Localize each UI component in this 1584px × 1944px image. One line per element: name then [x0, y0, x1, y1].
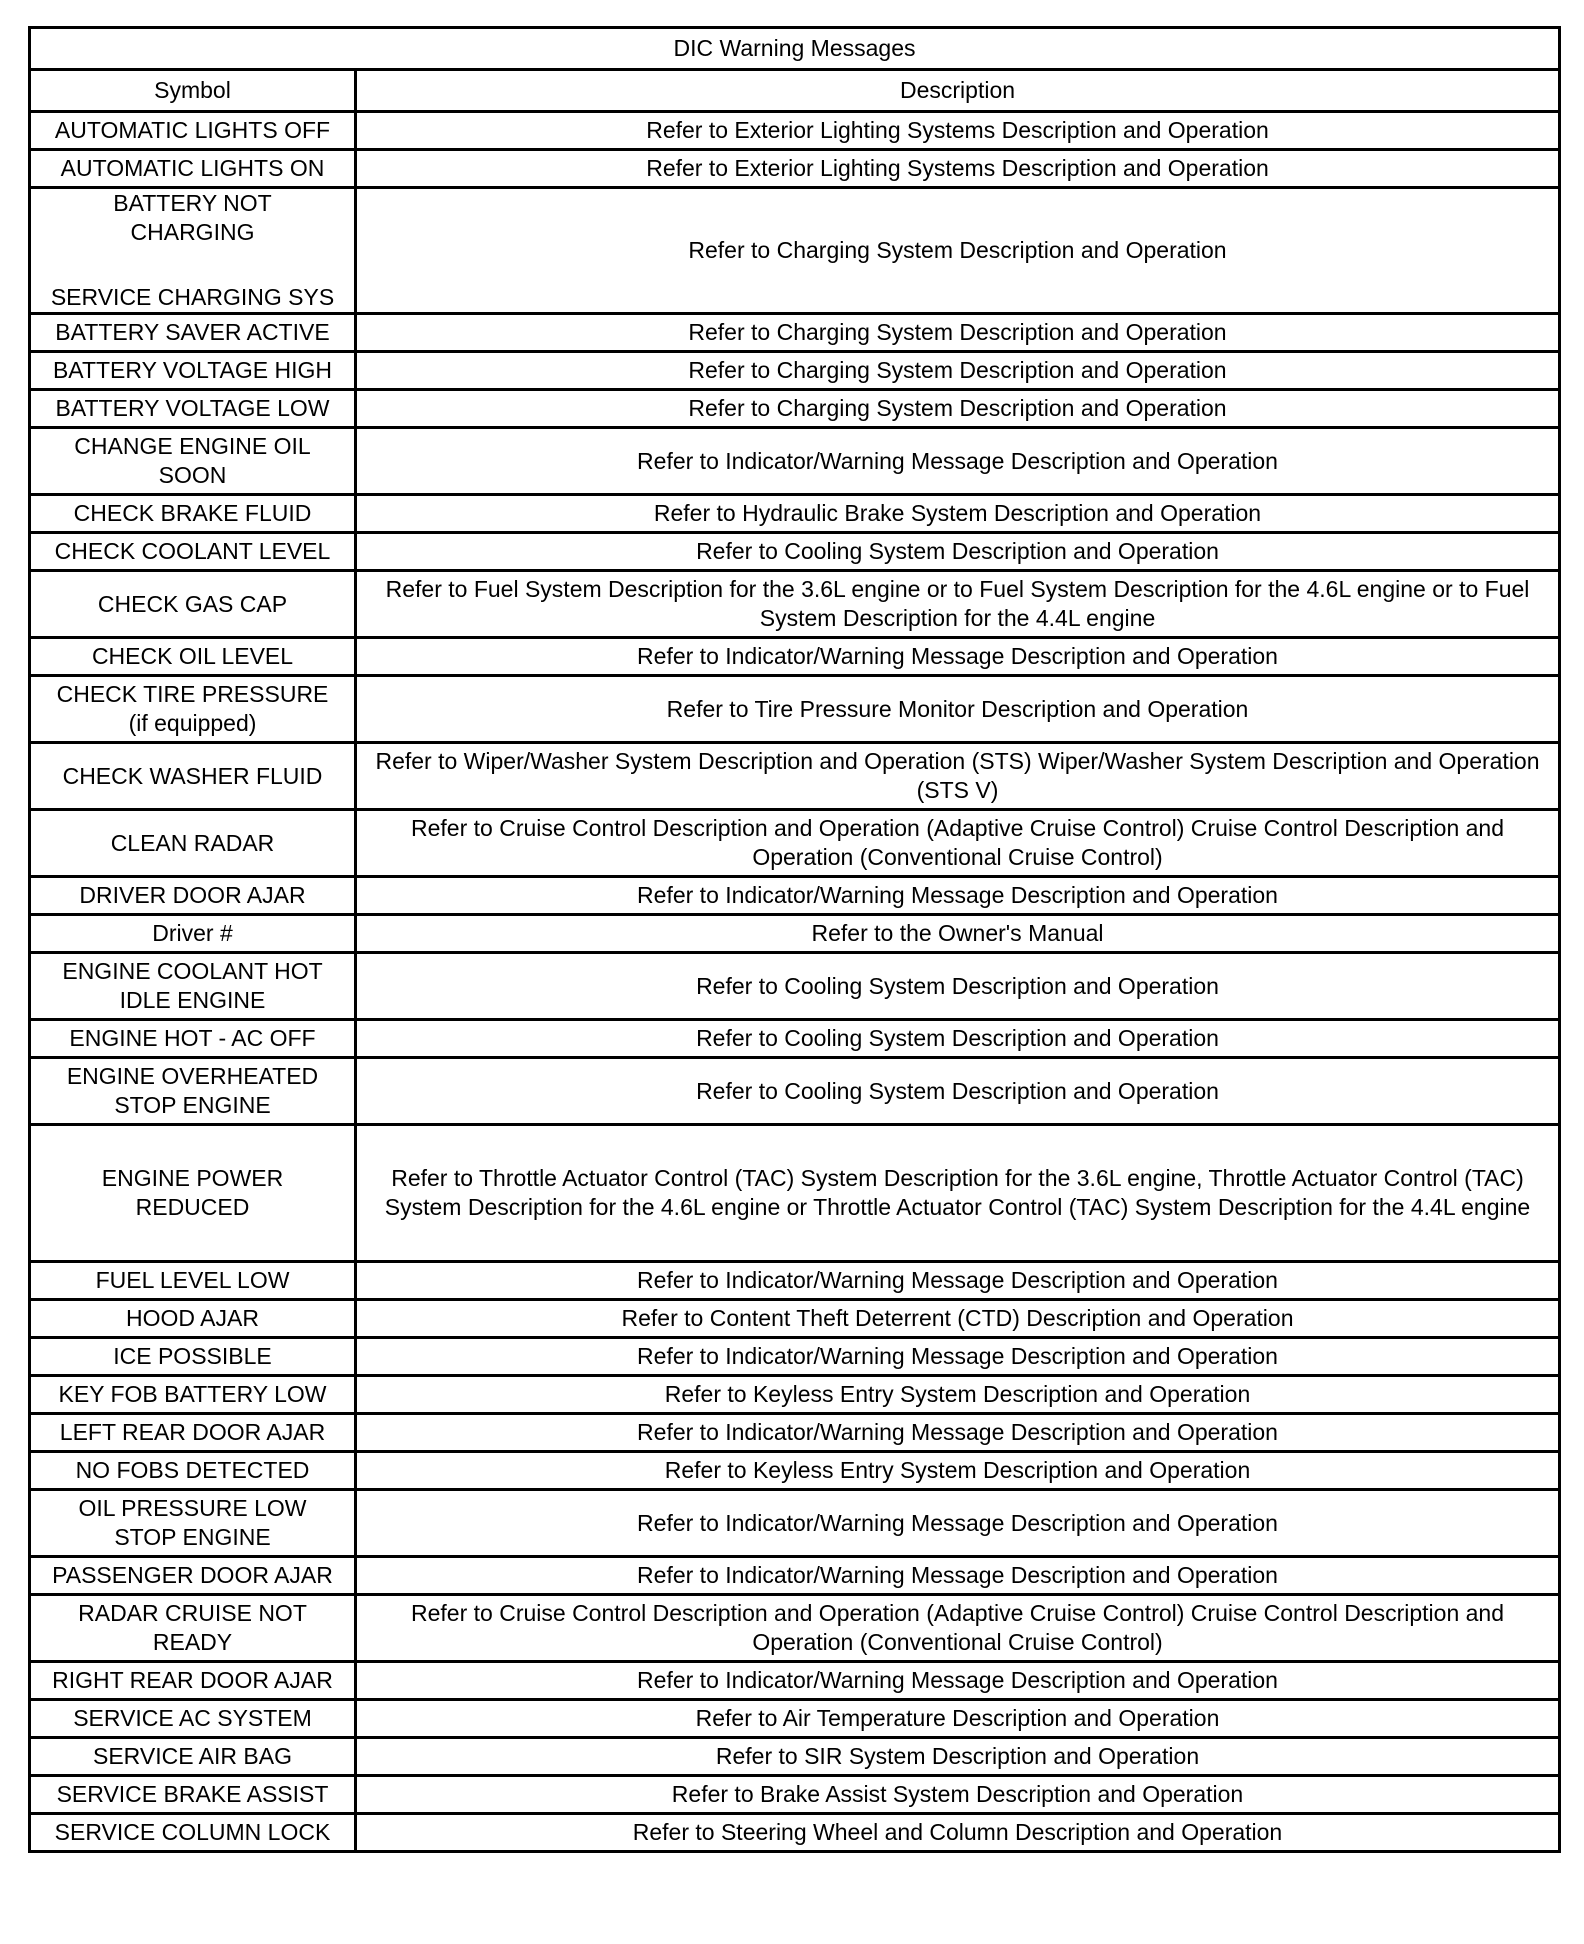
- description-cell: Refer to Cruise Control Description and Operation (Adaptive Cruise Control) Cruise Control Description and Operation (Conventional Cruise Control): [356, 1595, 1560, 1662]
- table-row: [30, 915, 1560, 953]
- symbol-text: SERVICE CHARGING SYS: [50, 284, 335, 310]
- table-row: [30, 1300, 1560, 1338]
- dic-warning-messages-table: [28, 26, 1561, 1853]
- description-cell: Refer to Cooling System Description and Operation: [356, 1020, 1560, 1058]
- table-row: [30, 1020, 1560, 1058]
- symbol-text: BATTERY VOLTAGE HIGH: [52, 357, 333, 383]
- table-row: [30, 1125, 1560, 1262]
- symbol-text: PASSENGER DOOR AJAR: [52, 1562, 333, 1588]
- symbol-text: ENGINE POWER: [101, 1165, 284, 1191]
- document-page: [28, 26, 1558, 1853]
- symbol-text: DRIVER DOOR AJAR: [79, 882, 306, 908]
- symbol-text: SERVICE AIR BAG: [93, 1743, 292, 1769]
- symbol-text: (if equipped): [128, 710, 257, 736]
- symbol-text: AUTOMATIC LIGHTS ON: [60, 155, 325, 181]
- symbol-text: SOON: [158, 462, 227, 488]
- description-cell: Refer to Cruise Control Description and Operation (Adaptive Cruise Control) Cruise Control Description and Operation (Conventional Cruise Control): [356, 810, 1560, 877]
- symbol-cell: [30, 638, 356, 676]
- symbol-cell: [30, 1262, 356, 1300]
- symbol-cell: [30, 112, 356, 150]
- symbol-cell: [30, 1776, 356, 1814]
- symbol-cell: [30, 953, 356, 1020]
- symbol-text: CHECK TIRE PRESSURE: [56, 681, 329, 707]
- symbol-cell: [30, 1338, 356, 1376]
- symbol-cell: [30, 571, 356, 638]
- symbol-cell: [30, 1058, 356, 1125]
- symbol-text: STOP ENGINE: [114, 1092, 271, 1118]
- description-cell: Refer to Indicator/Warning Message Description and Operation: [356, 877, 1560, 915]
- symbol-column-header: Symbol: [30, 70, 356, 112]
- symbol-cell: [30, 877, 356, 915]
- description-cell: Refer to Indicator/Warning Message Description and Operation: [356, 428, 1560, 495]
- table-row: [30, 390, 1560, 428]
- table-body: [30, 112, 1560, 1852]
- symbol-text: LEFT REAR DOOR AJAR: [59, 1419, 326, 1445]
- symbol-text: BATTERY NOT: [113, 190, 272, 216]
- symbol-text: ENGINE OVERHEATED: [66, 1063, 319, 1089]
- table-row: [30, 1376, 1560, 1414]
- symbol-line-spacer: [37, 247, 348, 283]
- table-row: [30, 1058, 1560, 1125]
- table-row: [30, 1338, 1560, 1376]
- table-row: [30, 1700, 1560, 1738]
- table-row: [30, 1490, 1560, 1557]
- table-row: [30, 877, 1560, 915]
- symbol-cell: [30, 1595, 356, 1662]
- symbol-cell: [30, 1376, 356, 1414]
- table-row: [30, 1662, 1560, 1700]
- table-row: [30, 1738, 1560, 1776]
- description-cell: Refer to Indicator/Warning Message Description and Operation: [356, 1557, 1560, 1595]
- description-cell: Refer to Air Temperature Description and Operation: [356, 1700, 1560, 1738]
- symbol-text: FUEL LEVEL LOW: [95, 1267, 290, 1293]
- symbol-text: STOP ENGINE: [114, 1524, 271, 1550]
- table-row: [30, 428, 1560, 495]
- symbol-text: ENGINE HOT - AC OFF: [69, 1025, 316, 1051]
- description-cell: Refer to Exterior Lighting Systems Description and Operation: [356, 112, 1560, 150]
- description-cell: Refer to Brake Assist System Description and Operation: [356, 1776, 1560, 1814]
- table-row: [30, 314, 1560, 352]
- description-cell: Refer to Cooling System Description and Operation: [356, 533, 1560, 571]
- symbol-text: AUTOMATIC LIGHTS OFF: [54, 117, 331, 143]
- symbol-text: KEY FOB BATTERY LOW: [58, 1381, 327, 1407]
- table-row: [30, 810, 1560, 877]
- symbol-text: CHECK BRAKE FLUID: [73, 500, 312, 526]
- symbol-cell: [30, 428, 356, 495]
- description-cell: Refer to Charging System Description and Operation: [356, 188, 1560, 314]
- table-row: [30, 676, 1560, 743]
- symbol-cell: [30, 1452, 356, 1490]
- symbol-cell: [30, 1738, 356, 1776]
- table-row: [30, 112, 1560, 150]
- table-row: [30, 1814, 1560, 1852]
- description-cell: Refer to Exterior Lighting Systems Description and Operation: [356, 150, 1560, 188]
- symbol-cell: [30, 1557, 356, 1595]
- symbol-text: CHARGING: [130, 219, 255, 245]
- table-title-row: [30, 28, 1560, 70]
- symbol-cell: [30, 1414, 356, 1452]
- symbol-cell: [30, 188, 356, 314]
- table-row: [30, 953, 1560, 1020]
- symbol-cell: [30, 150, 356, 188]
- symbol-cell: [30, 390, 356, 428]
- symbol-text: READY: [152, 1629, 233, 1655]
- description-cell: Refer to Charging System Description and Operation: [356, 314, 1560, 352]
- description-cell: Refer to Content Theft Deterrent (CTD) Description and Operation: [356, 1300, 1560, 1338]
- symbol-text: IDLE ENGINE: [119, 987, 266, 1013]
- table-row: [30, 150, 1560, 188]
- symbol-cell: [30, 1814, 356, 1852]
- description-cell: Refer to SIR System Description and Operation: [356, 1738, 1560, 1776]
- description-cell: Refer to Throttle Actuator Control (TAC) System Description for the 3.6L engine, Throttle Actuator Control (TAC) System Description for the 4.6L engine or Throttle Actuator Control (TAC) System Description for the 4.4L engine: [356, 1125, 1560, 1262]
- symbol-text: BATTERY VOLTAGE LOW: [55, 395, 330, 421]
- symbol-cell: [30, 1300, 356, 1338]
- symbol-cell: [30, 1490, 356, 1557]
- symbol-text: SERVICE AC SYSTEM: [73, 1705, 312, 1731]
- symbol-text: ICE POSSIBLE: [113, 1343, 272, 1369]
- symbol-cell: [30, 1700, 356, 1738]
- description-cell: Refer to Tire Pressure Monitor Description and Operation: [356, 676, 1560, 743]
- symbol-text: CHECK WASHER FLUID: [62, 762, 323, 789]
- description-cell: Refer to Indicator/Warning Message Description and Operation: [356, 1262, 1560, 1300]
- table-row: [30, 1414, 1560, 1452]
- description-cell: Refer to Charging System Description and Operation: [356, 352, 1560, 390]
- symbol-cell: [30, 915, 356, 953]
- description-cell: Refer to Indicator/Warning Message Description and Operation: [356, 1338, 1560, 1376]
- description-cell: Refer to Cooling System Description and Operation: [356, 1058, 1560, 1125]
- description-cell: Refer to Indicator/Warning Message Description and Operation: [356, 1414, 1560, 1452]
- symbol-cell: [30, 676, 356, 743]
- symbol-text: REDUCED: [135, 1194, 250, 1220]
- symbol-text: NO FOBS DETECTED: [75, 1457, 310, 1483]
- table-row: [30, 638, 1560, 676]
- symbol-text: SERVICE COLUMN LOCK: [54, 1819, 331, 1845]
- symbol-cell: [30, 352, 356, 390]
- description-cell: Refer to Fuel System Description for the 3.6L engine or to Fuel System Description for the 4.6L engine or to Fuel System Description for the 4.4L engine: [356, 571, 1560, 638]
- symbol-text: CHECK OIL LEVEL: [91, 643, 294, 669]
- symbol-cell: [30, 533, 356, 571]
- symbol-cell: [30, 1020, 356, 1058]
- symbol-cell: [30, 810, 356, 877]
- description-cell: Refer to Indicator/Warning Message Description and Operation: [356, 1490, 1560, 1557]
- table-title: DIC Warning Messages: [30, 28, 1560, 70]
- symbol-text: BATTERY SAVER ACTIVE: [55, 319, 330, 345]
- description-cell: Refer to Wiper/Washer System Description and Operation (STS) Wiper/Washer System Description and Operation (STS V): [356, 743, 1560, 810]
- table-row: [30, 743, 1560, 810]
- symbol-text: RADAR CRUISE NOT: [78, 1600, 307, 1626]
- table-row: [30, 1262, 1560, 1300]
- symbol-text: CHANGE ENGINE OIL: [74, 433, 311, 459]
- symbol-text: OIL PRESSURE LOW: [78, 1495, 307, 1521]
- symbol-text: HOOD AJAR: [126, 1305, 259, 1331]
- symbol-text: ENGINE COOLANT HOT: [62, 958, 323, 984]
- description-cell: Refer to the Owner's Manual: [356, 915, 1560, 953]
- description-column-header: Description: [356, 70, 1560, 112]
- symbol-cell: [30, 314, 356, 352]
- table-row: [30, 352, 1560, 390]
- description-cell: Refer to Steering Wheel and Column Description and Operation: [356, 1814, 1560, 1852]
- description-cell: Refer to Indicator/Warning Message Description and Operation: [356, 1662, 1560, 1700]
- table-header-row: [30, 70, 1560, 112]
- description-cell: Refer to Hydraulic Brake System Description and Operation: [356, 495, 1560, 533]
- symbol-text: RIGHT REAR DOOR AJAR: [52, 1667, 333, 1693]
- table-row: [30, 571, 1560, 638]
- symbol-text: CHECK COOLANT LEVEL: [54, 538, 331, 564]
- symbol-cell: [30, 1125, 356, 1262]
- symbol-text: SERVICE BRAKE ASSIST: [56, 1781, 329, 1807]
- description-cell: Refer to Charging System Description and Operation: [356, 390, 1560, 428]
- symbol-text: CLEAN RADAR: [110, 829, 275, 856]
- symbol-text: CHECK GAS CAP: [97, 590, 288, 617]
- symbol-cell: [30, 743, 356, 810]
- table-row: [30, 1452, 1560, 1490]
- table-row: [30, 495, 1560, 533]
- description-cell: Refer to Keyless Entry System Description and Operation: [356, 1452, 1560, 1490]
- symbol-cell: [30, 1662, 356, 1700]
- description-cell: Refer to Keyless Entry System Description and Operation: [356, 1376, 1560, 1414]
- description-cell: Refer to Indicator/Warning Message Description and Operation: [356, 638, 1560, 676]
- table-row: [30, 1557, 1560, 1595]
- symbol-text: Driver #: [152, 920, 233, 946]
- table-row: [30, 533, 1560, 571]
- description-cell: Refer to Cooling System Description and Operation: [356, 953, 1560, 1020]
- table-row: [30, 1776, 1560, 1814]
- table-row: [30, 1595, 1560, 1662]
- symbol-cell: [30, 495, 356, 533]
- table-row: [30, 188, 1560, 314]
